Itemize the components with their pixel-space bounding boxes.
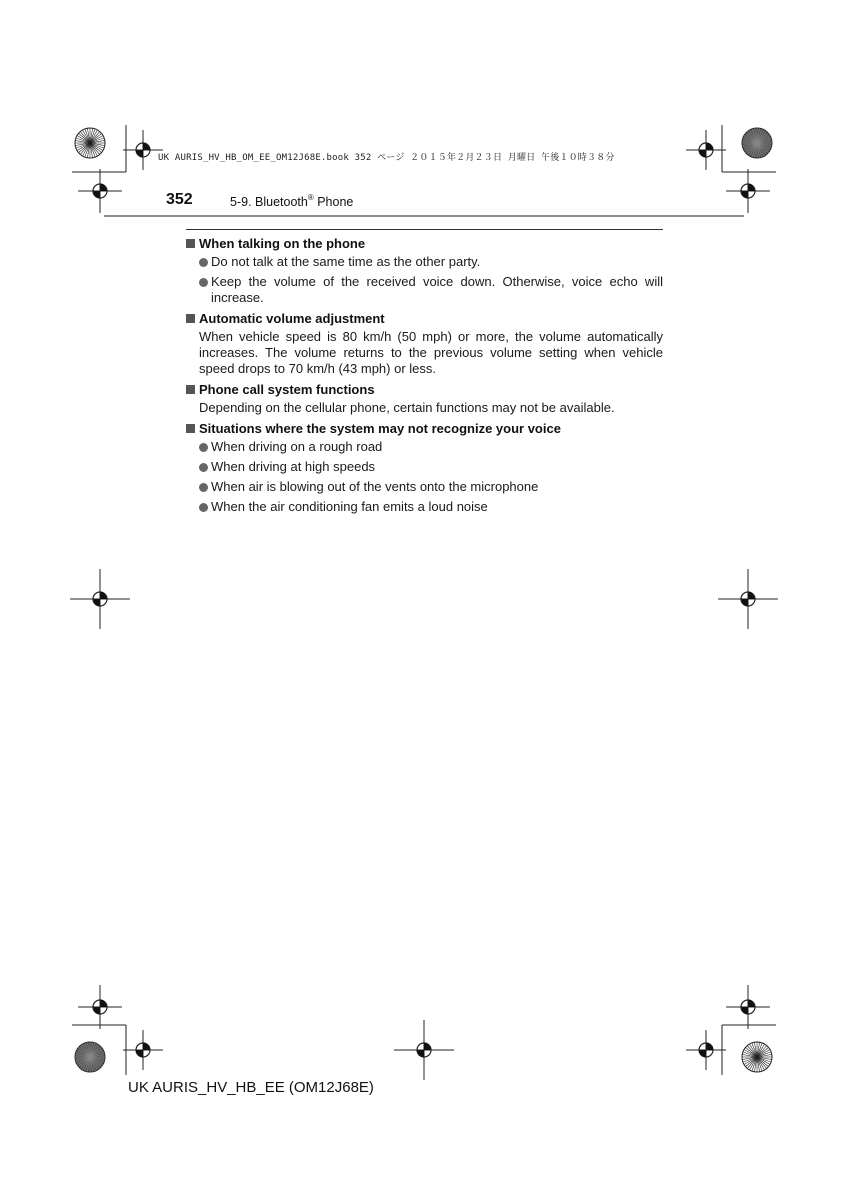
list-item: When the air conditioning fan emits a loud noise — [199, 499, 663, 515]
section-title — [230, 195, 353, 209]
color-target-icon — [75, 1042, 105, 1072]
registration-mark-icon — [686, 130, 726, 170]
color-target-icon — [742, 1042, 772, 1072]
section-heading: Situations where the system may not recognize your voice — [186, 420, 663, 437]
list-item: When air is blowing out of the vents onto the microphone — [199, 479, 663, 495]
square-bullet-icon — [186, 239, 195, 248]
section-heading: Automatic volume adjustment — [186, 310, 663, 327]
round-bullet-icon — [199, 483, 208, 492]
page-number: 352 — [166, 191, 193, 208]
list-item: When driving on a rough road — [199, 439, 663, 455]
registration-mark-icon — [718, 569, 778, 629]
content — [186, 229, 663, 519]
footer-code: UK AURIS_HV_HB_EE (OM12J68E) — [128, 1079, 374, 1096]
registration-mark-icon — [123, 130, 163, 170]
round-bullet-icon — [199, 503, 208, 512]
list-item: When driving at high speeds — [199, 459, 663, 475]
registration-mark-icon — [78, 169, 122, 213]
registration-mark-icon — [70, 569, 130, 629]
registered-mark: ® — [307, 193, 314, 202]
paragraph: Depending on the cellular phone, certain functions may not be available. — [199, 400, 615, 415]
registration-mark-icon — [686, 1030, 726, 1070]
header-rule — [104, 215, 744, 217]
square-bullet-icon — [186, 385, 195, 394]
registration-mark-icon — [726, 169, 770, 213]
round-bullet-icon — [199, 258, 208, 267]
color-target-icon — [742, 128, 772, 158]
registration-mark-icon — [726, 985, 770, 1029]
round-bullet-icon — [199, 463, 208, 472]
registration-mark-icon — [394, 1020, 454, 1080]
section-heading: Phone call system functions — [186, 381, 663, 398]
color-target-icon — [75, 128, 105, 158]
paragraph: When vehicle speed is 80 km/h (50 mph) or more, the volume automatically increases. The volume returns to the previous volume setting when vehicle speed drops to 70 km/h (43 mph) or less. — [199, 329, 663, 376]
list-item: Keep the volume of the received voice down. Otherwise, voice echo will increase. — [199, 274, 663, 306]
square-bullet-icon — [186, 314, 195, 323]
round-bullet-icon — [199, 443, 208, 452]
list-item: Do not talk at the same time as the other party. — [199, 254, 663, 270]
section-suffix: Phone — [313, 195, 354, 209]
print-header: UK AURIS_HV_HB_OM_EE_OM12J68E.book 352 ページ ２０１５年２月２３日 月曜日 午後１０時３８分 — [158, 153, 615, 163]
square-bullet-icon — [186, 424, 195, 433]
section-heading: When talking on the phone — [186, 235, 663, 252]
registration-mark-icon — [78, 985, 122, 1029]
registration-mark-icon — [123, 1030, 163, 1070]
round-bullet-icon — [199, 278, 208, 287]
section-prefix: 5-9. Bluetooth — [230, 195, 308, 209]
